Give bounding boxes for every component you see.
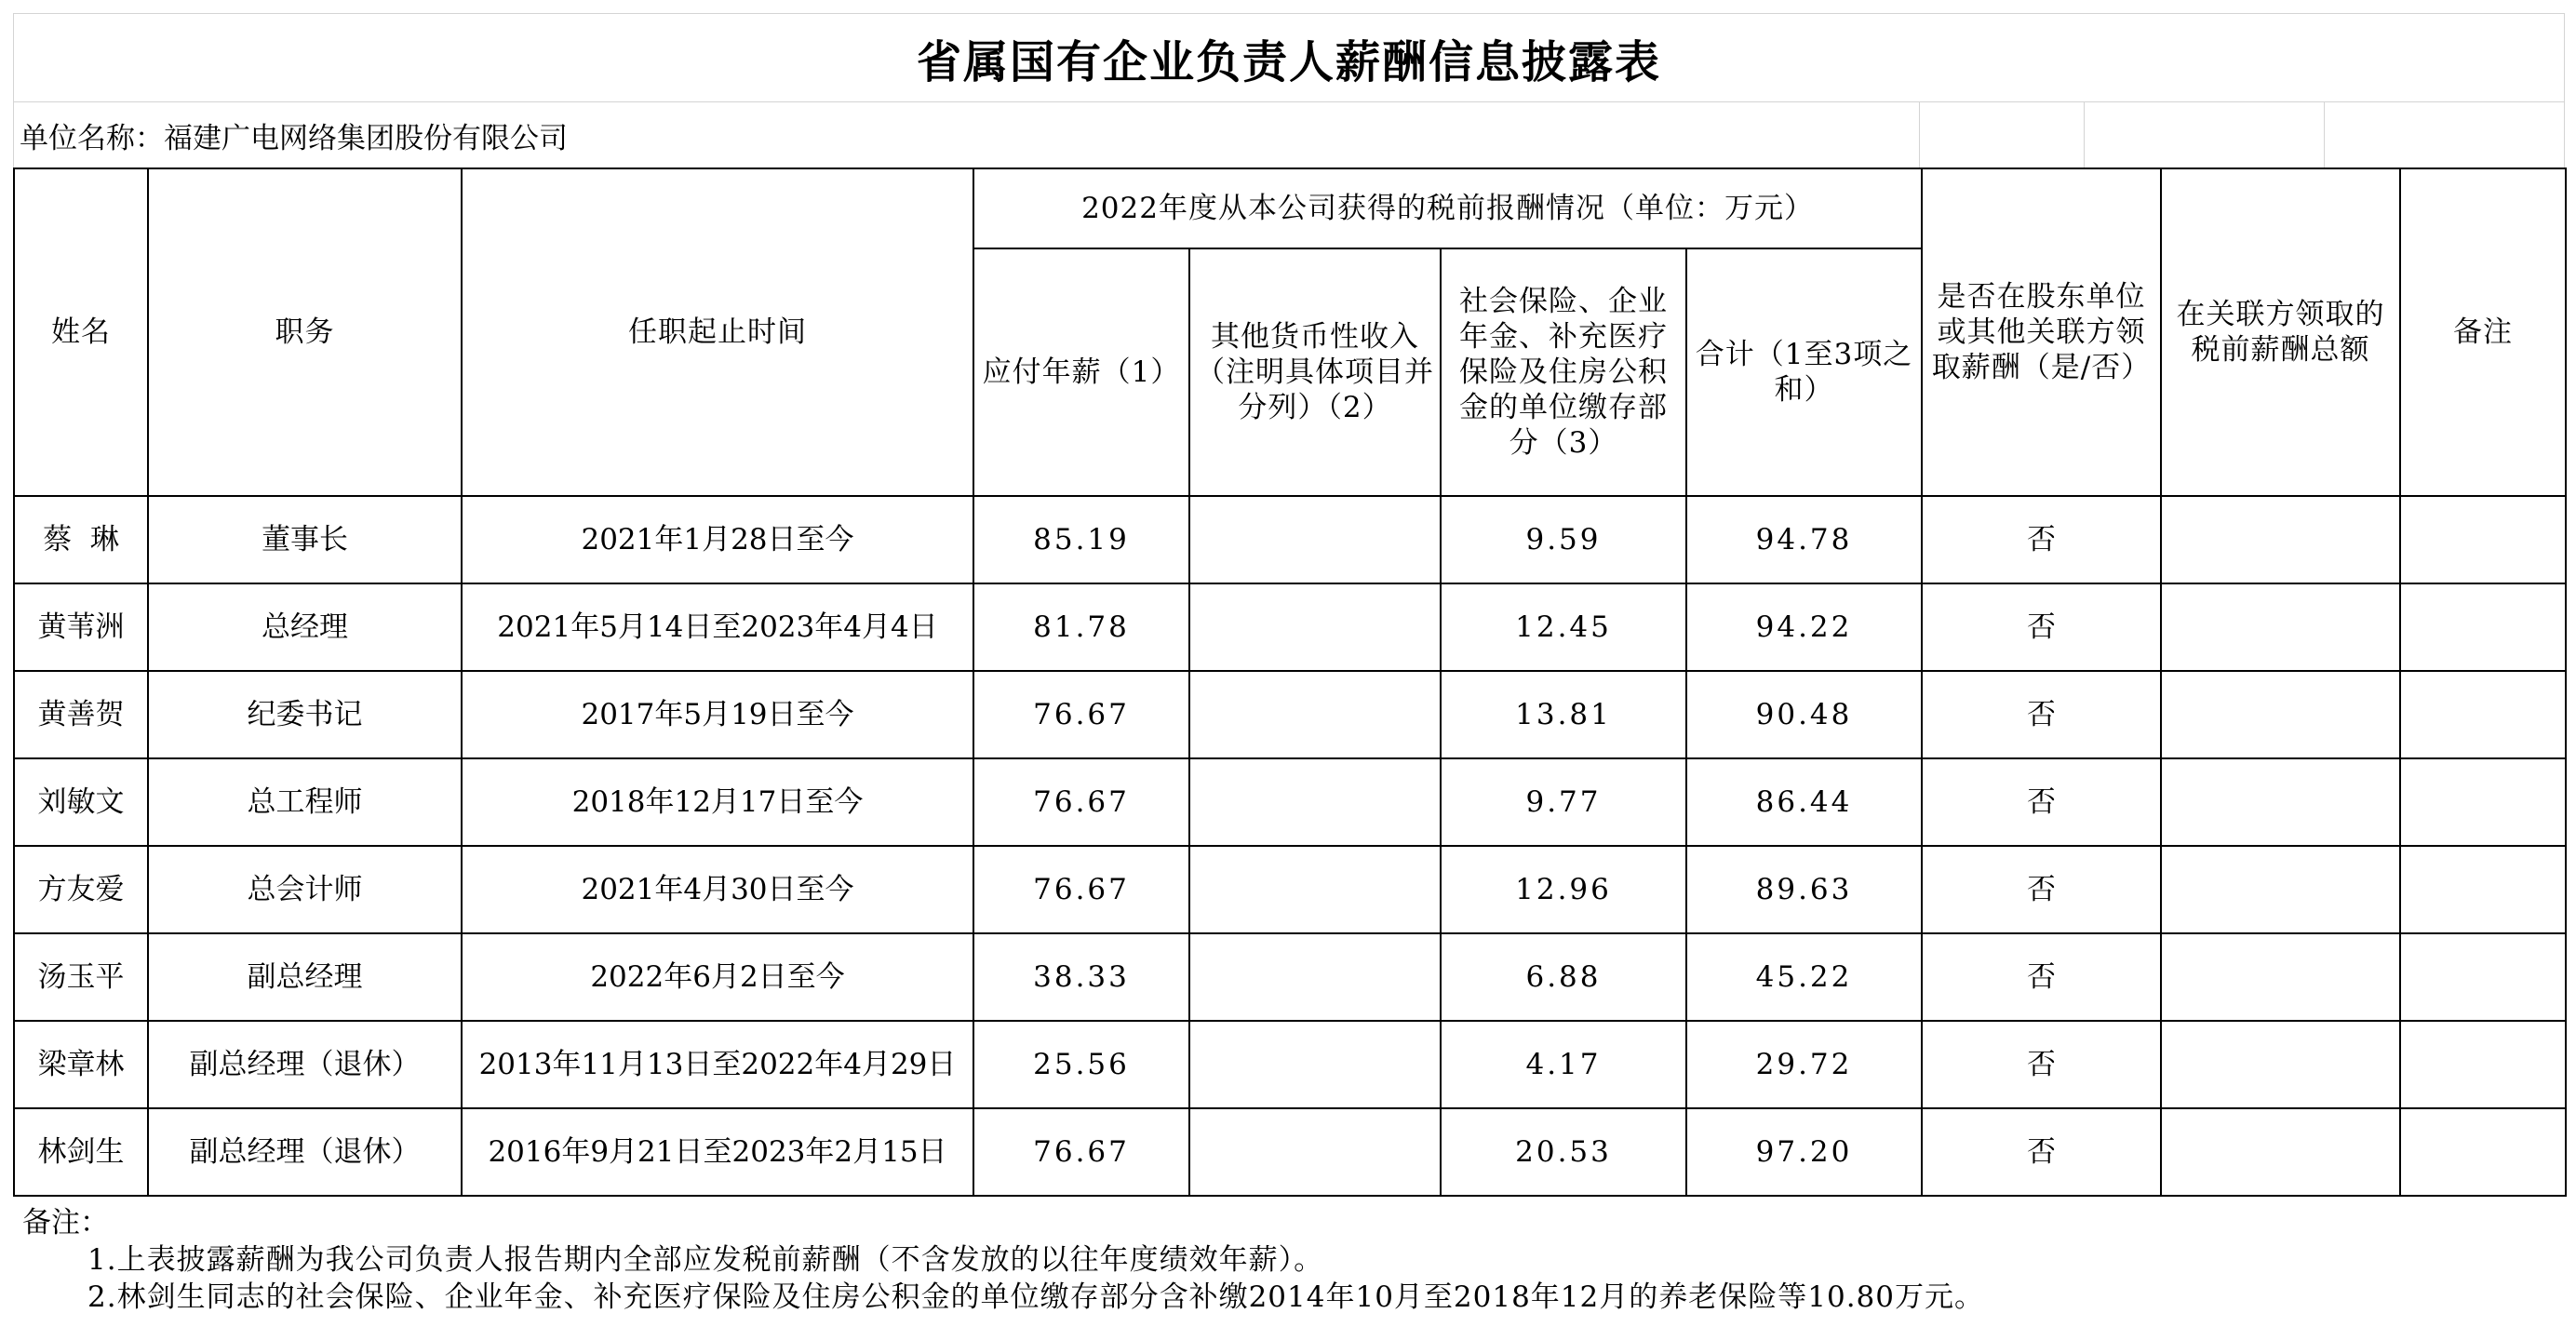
cell-insurance: 9.77 — [1441, 758, 1686, 846]
cell-shareholder: 否 — [1922, 758, 2161, 846]
cell-shareholder: 否 — [1922, 496, 2161, 583]
cell-tenure: 2013年11月13日至2022年4月29日 — [462, 1021, 973, 1108]
header-name: 姓名 — [14, 168, 148, 496]
cell-shareholder: 否 — [1922, 1108, 2161, 1196]
cell-salary: 85.19 — [973, 496, 1189, 583]
table-row — [14, 846, 2566, 933]
cell-salary: 76.67 — [973, 671, 1189, 758]
cell-other — [1189, 1108, 1441, 1196]
disclosure-sheet — [13, 13, 2565, 1316]
cell-tenure: 2021年1月28日至今 — [462, 496, 973, 583]
header-row-1 — [14, 168, 2566, 248]
cell-shareholder: 否 — [1922, 933, 2161, 1021]
cell-total: 90.48 — [1686, 671, 1922, 758]
cell-related — [2161, 583, 2400, 671]
cell-salary: 81.78 — [973, 583, 1189, 671]
cell-total: 94.22 — [1686, 583, 1922, 671]
cell-salary: 25.56 — [973, 1021, 1189, 1108]
title-row — [13, 13, 2565, 101]
unit-row-blank-cell — [2325, 102, 2565, 168]
cell-name: 刘敏文 — [14, 758, 148, 846]
cell-total: 45.22 — [1686, 933, 1922, 1021]
cell-remark — [2400, 758, 2566, 846]
header-insurance: 社会保险、企业年金、补充医疗保险及住房公积金的单位缴存部分（3） — [1441, 248, 1686, 496]
cell-tenure: 2018年12月17日至今 — [462, 758, 973, 846]
cell-shareholder: 否 — [1922, 583, 2161, 671]
cell-shareholder: 否 — [1922, 846, 2161, 933]
cell-other — [1189, 671, 1441, 758]
note-item: 1.上表披露薪酬为我公司负责人报告期内全部应发税前薪酬（不含发放的以往年度绩效年薪）。 — [87, 1243, 1324, 1277]
cell-insurance: 6.88 — [1441, 933, 1686, 1021]
header-remark: 备注 — [2400, 168, 2566, 496]
cell-insurance: 9.59 — [1441, 496, 1686, 583]
cell-other — [1189, 758, 1441, 846]
cell-name: 梁章林 — [14, 1021, 148, 1108]
note-item: 2.林剑生同志的社会保险、企业年金、补充医疗保险及住房公积金的单位缴存部分含补缴2014年10月至2018年12月的养老保险等10.80万元。 — [87, 1280, 1984, 1314]
cell-tenure: 2022年6月2日至今 — [462, 933, 973, 1021]
cell-insurance: 13.81 — [1441, 671, 1686, 758]
page-title: 省属国有企业负责人薪酬信息披露表 — [916, 35, 1661, 88]
cell-salary: 76.67 — [973, 1108, 1189, 1196]
cell-remark — [2400, 1021, 2566, 1108]
unit-row-blank-cell — [2085, 102, 2325, 168]
cell-salary: 76.67 — [973, 846, 1189, 933]
cell-remark — [2400, 933, 2566, 1021]
header-shareholder: 是否在股东单位或其他关联方领取薪酬（是/否） — [1922, 168, 2161, 496]
cell-position: 副总经理（退休） — [148, 1108, 462, 1196]
cell-name: 黄善贺 — [14, 671, 148, 758]
cell-name: 方友爱 — [14, 846, 148, 933]
cell-insurance: 12.96 — [1441, 846, 1686, 933]
header-salary: 应付年薪（1） — [973, 248, 1189, 496]
cell-related — [2161, 1021, 2400, 1108]
table-row — [14, 933, 2566, 1021]
cell-remark — [2400, 583, 2566, 671]
unit-row — [13, 101, 2565, 168]
cell-insurance: 12.45 — [1441, 583, 1686, 671]
header-total: 合计（1至3项之和） — [1686, 248, 1922, 496]
notes-section — [13, 1204, 2565, 1316]
header-position: 职务 — [148, 168, 462, 496]
salary-table — [13, 168, 2567, 1197]
table-row — [14, 496, 2566, 583]
cell-other — [1189, 583, 1441, 671]
table-row — [14, 1108, 2566, 1196]
cell-related — [2161, 933, 2400, 1021]
cell-shareholder: 否 — [1922, 671, 2161, 758]
cell-other — [1189, 846, 1441, 933]
cell-shareholder: 否 — [1922, 1021, 2161, 1108]
cell-remark — [2400, 671, 2566, 758]
cell-other — [1189, 1021, 1441, 1108]
cell-other — [1189, 496, 1441, 583]
cell-name: 汤玉平 — [14, 933, 148, 1021]
cell-insurance: 20.53 — [1441, 1108, 1686, 1196]
cell-position: 总经理 — [148, 583, 462, 671]
cell-insurance: 4.17 — [1441, 1021, 1686, 1108]
cell-related — [2161, 671, 2400, 758]
cell-remark — [2400, 1108, 2566, 1196]
header-group: 2022年度从本公司获得的税前报酬情况（单位：万元） — [973, 168, 1922, 248]
cell-total: 86.44 — [1686, 758, 1922, 846]
cell-position: 副总经理 — [148, 933, 462, 1021]
cell-related — [2161, 1108, 2400, 1196]
table-row — [14, 583, 2566, 671]
header-related: 在关联方领取的税前薪酬总额 — [2161, 168, 2400, 496]
unit-name: 单位名称：福建广电网络集团股份有限公司 — [14, 102, 1920, 168]
cell-total: 97.20 — [1686, 1108, 1922, 1196]
cell-tenure: 2021年5月14日至2023年4月4日 — [462, 583, 973, 671]
cell-total: 29.72 — [1686, 1021, 1922, 1108]
cell-position: 副总经理（退休） — [148, 1021, 462, 1108]
cell-remark — [2400, 846, 2566, 933]
cell-tenure: 2016年9月21日至2023年2月15日 — [462, 1108, 973, 1196]
cell-name: 黄苇洲 — [14, 583, 148, 671]
table-row — [14, 1021, 2566, 1108]
cell-salary: 38.33 — [973, 933, 1189, 1021]
cell-salary: 76.67 — [973, 758, 1189, 846]
cell-tenure: 2017年5月19日至今 — [462, 671, 973, 758]
cell-tenure: 2021年4月30日至今 — [462, 846, 973, 933]
cell-position: 董事长 — [148, 496, 462, 583]
cell-other — [1189, 933, 1441, 1021]
header-tenure: 任职起止时间 — [462, 168, 973, 496]
cell-total: 94.78 — [1686, 496, 1922, 583]
header-other-income: 其他货币性收入（注明具体项目并分列）（2） — [1189, 248, 1441, 496]
table-row — [14, 671, 2566, 758]
table-row — [14, 758, 2566, 846]
unit-row-blank-cell — [1920, 102, 2085, 168]
cell-related — [2161, 758, 2400, 846]
cell-position: 总工程师 — [148, 758, 462, 846]
notes-label: 备注： — [22, 1206, 109, 1240]
cell-name: 蔡 琳 — [14, 496, 148, 583]
cell-total: 89.63 — [1686, 846, 1922, 933]
cell-name: 林剑生 — [14, 1108, 148, 1196]
cell-position: 纪委书记 — [148, 671, 462, 758]
cell-position: 总会计师 — [148, 846, 462, 933]
cell-related — [2161, 846, 2400, 933]
cell-related — [2161, 496, 2400, 583]
cell-remark — [2400, 496, 2566, 583]
